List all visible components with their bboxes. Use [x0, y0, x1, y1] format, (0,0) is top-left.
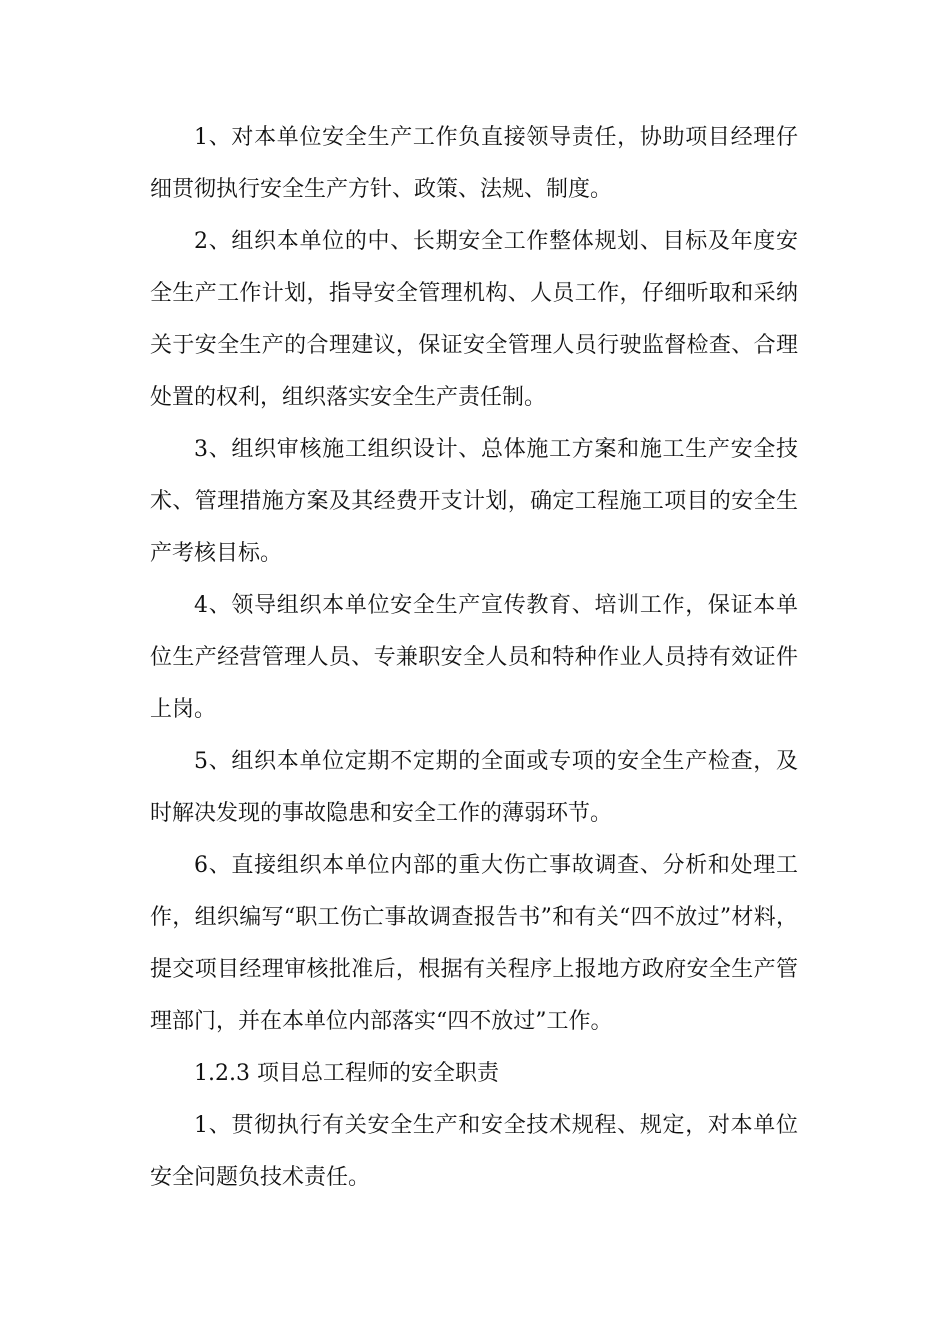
paragraph-item-2: 2、组织本单位的中、长期安全工作整体规划、目标及年度安全生产工作计划，指导安全管理机构、人员工作，仔细听取和采纳关于安全生产的合理建议，保证安全管理人员行驶监督检查、合理处置的权利，组织落实安全生产责任制。 — [150, 229, 798, 410]
section-heading: 1.2.3 项目总工程师的安全职责 — [194, 1061, 499, 1086]
paragraph-item-7: 1、贯彻执行有关安全生产和安全技术规程、规定，对本单位安全问题负技术责任。 — [150, 1113, 798, 1190]
paragraph-item-1: 1、对本单位安全生产工作负直接领导责任，协助项目经理仔细贯彻执行安全生产方针、政策、法规、制度。 — [150, 125, 798, 202]
paragraph-item-5: 5、组织本单位定期不定期的全面或专项的安全生产检查，及时解决发现的事故隐患和安全工作的薄弱环节。 — [150, 749, 798, 826]
document-body — [150, 112, 798, 1204]
paragraph-item-3: 3、组织审核施工组织设计、总体施工方案和施工生产安全技术、管理措施方案及其经费开支计划，确定工程施工项目的安全生产考核目标。 — [150, 437, 798, 566]
paragraph-item-4: 4、领导组织本单位安全生产宣传教育、培训工作，保证本单位生产经营管理人员、专兼职安全人员和特种作业人员持有效证件上岗。 — [150, 593, 798, 722]
paragraph-item-6: 6、直接组织本单位内部的重大伤亡事故调查、分析和处理工作，组织编写“职工伤亡事故调查报告书”和有关“四不放过”材料，提交项目经理审核批准后，根据有关程序上报地方政府安全生产管理部门，并在本单位内部落实“四不放过”工作。 — [150, 853, 798, 1034]
